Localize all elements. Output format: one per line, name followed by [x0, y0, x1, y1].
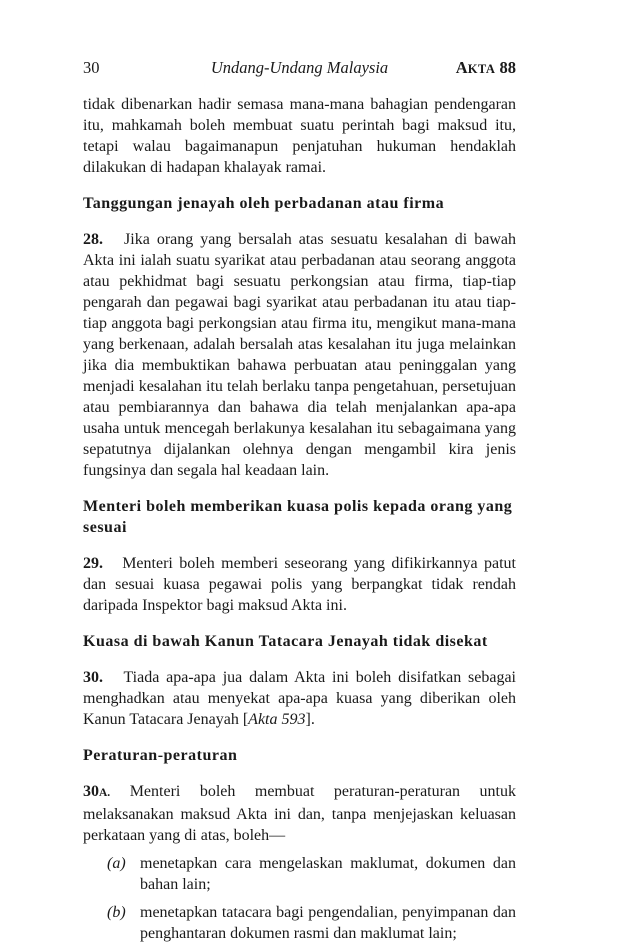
list-item-a-label: (a) [107, 855, 126, 872]
section-30-act-reference: Akta 593 [248, 711, 306, 728]
section-29-text: Menteri boleh memberi seseorang yang difikirkannya patut dan sesuai kuasa pegawai polis yang berpangkat tidak rendah daripada Inspektor bagi maksud Akta ini. [83, 555, 516, 614]
list-item-b-label: (b) [107, 904, 126, 921]
act-label-prefix: A [455, 58, 468, 77]
section-30-paragraph [83, 667, 516, 730]
act-label [456, 58, 516, 78]
list-item-a-text: menetapkan cara mengelaskan maklumat, dokumen dan bahan lain; [140, 855, 516, 893]
section-number-30a [83, 783, 110, 800]
act-label-smallcaps: KTA [467, 62, 496, 76]
section-number-30a-main: 30 [83, 783, 99, 800]
section-number-30a-suffix: A. [99, 787, 111, 799]
section-number-30: 30. [83, 669, 103, 686]
section-29-paragraph [83, 553, 516, 616]
page-number: 30 [83, 58, 100, 77]
continued-paragraph: tidak dibenarkan hadir semasa mana-mana bahagian pendengaran itu, mahkamah boleh membuat suatu perintah bagi maksud itu, tetapi walau bagaimanapun penjatuhan hukuman hendaklah dilakukan di hadapan khalayak ramai. [83, 96, 516, 176]
section-heading-29: Menteri boleh memberikan kuasa polis kepada orang yang sesuai [83, 498, 513, 536]
running-header [83, 58, 516, 84]
document-page [83, 58, 516, 944]
section-heading-30: Kuasa di bawah Kanun Tatacara Jenayah tidak disekat [83, 633, 488, 650]
section-28-text: Jika orang yang bersalah atas sesuatu kesalahan di bawah Akta ini ialah suatu syarikat atau perbadanan atau seorang anggota atau pekhidmat bagi sesuatu perkongsian atau firma, tiap-tiap pengarah dan pegawai bagi syarikat atau perbadanan itu atau tiap-tiap anggota bagi perkongsian atau firma itu, mengikut mana-mana yang berkenaan, adalah bersalah atas kesalahan itu juga melainkan jika dia membuktikan bahawa perbuatan atau peninggalan yang menjadi kesalahan itu telah berlaku tanpa pengetahuan, persetujuan atau pembiarannya dan bahawa dia telah menjalankan apa-apa usaha untuk mencegah berlakunya kesalahan itu sebagaimana yang sepatutnya dijalankan olehnya dengan mengambil kira jenis fungsinya dan segala hal keadaan lain. [83, 231, 517, 479]
section-30a-text: Menteri boleh membuat peraturan-peraturan untuk melaksanakan maksud Akta ini dan, tanpa menjejaskan keluasan perkataan yang di atas, boleh— [83, 783, 516, 844]
section-heading-30a: Peraturan-peraturan [83, 747, 238, 764]
section-28-paragraph [83, 229, 516, 481]
list-item-b-text: menetapkan tatacara bagi pengendalian, penyimpanan dan penghantaran dokumen rasmi dan maklumat lain; [140, 904, 516, 942]
list-item-b [83, 902, 516, 944]
section-heading-28: Tanggungan jenayah oleh perbadanan atau firma [83, 195, 445, 212]
list-item-a [83, 853, 516, 895]
section-30-text: Tiada apa-apa jua dalam Akta ini boleh disifatkan sebagai menghadkan atau menyekat apa-apa kuasa yang diberikan oleh Kanun Tatacara Jenayah [ [83, 669, 516, 728]
section-number-28: 28. [83, 231, 103, 248]
section-30-text-end: ]. [305, 711, 315, 728]
page-body [83, 94, 516, 944]
act-number: 88 [499, 58, 516, 77]
section-number-29: 29. [83, 555, 103, 572]
running-title: Undang-Undang Malaysia [210, 58, 389, 77]
section-30a-paragraph [83, 781, 516, 846]
